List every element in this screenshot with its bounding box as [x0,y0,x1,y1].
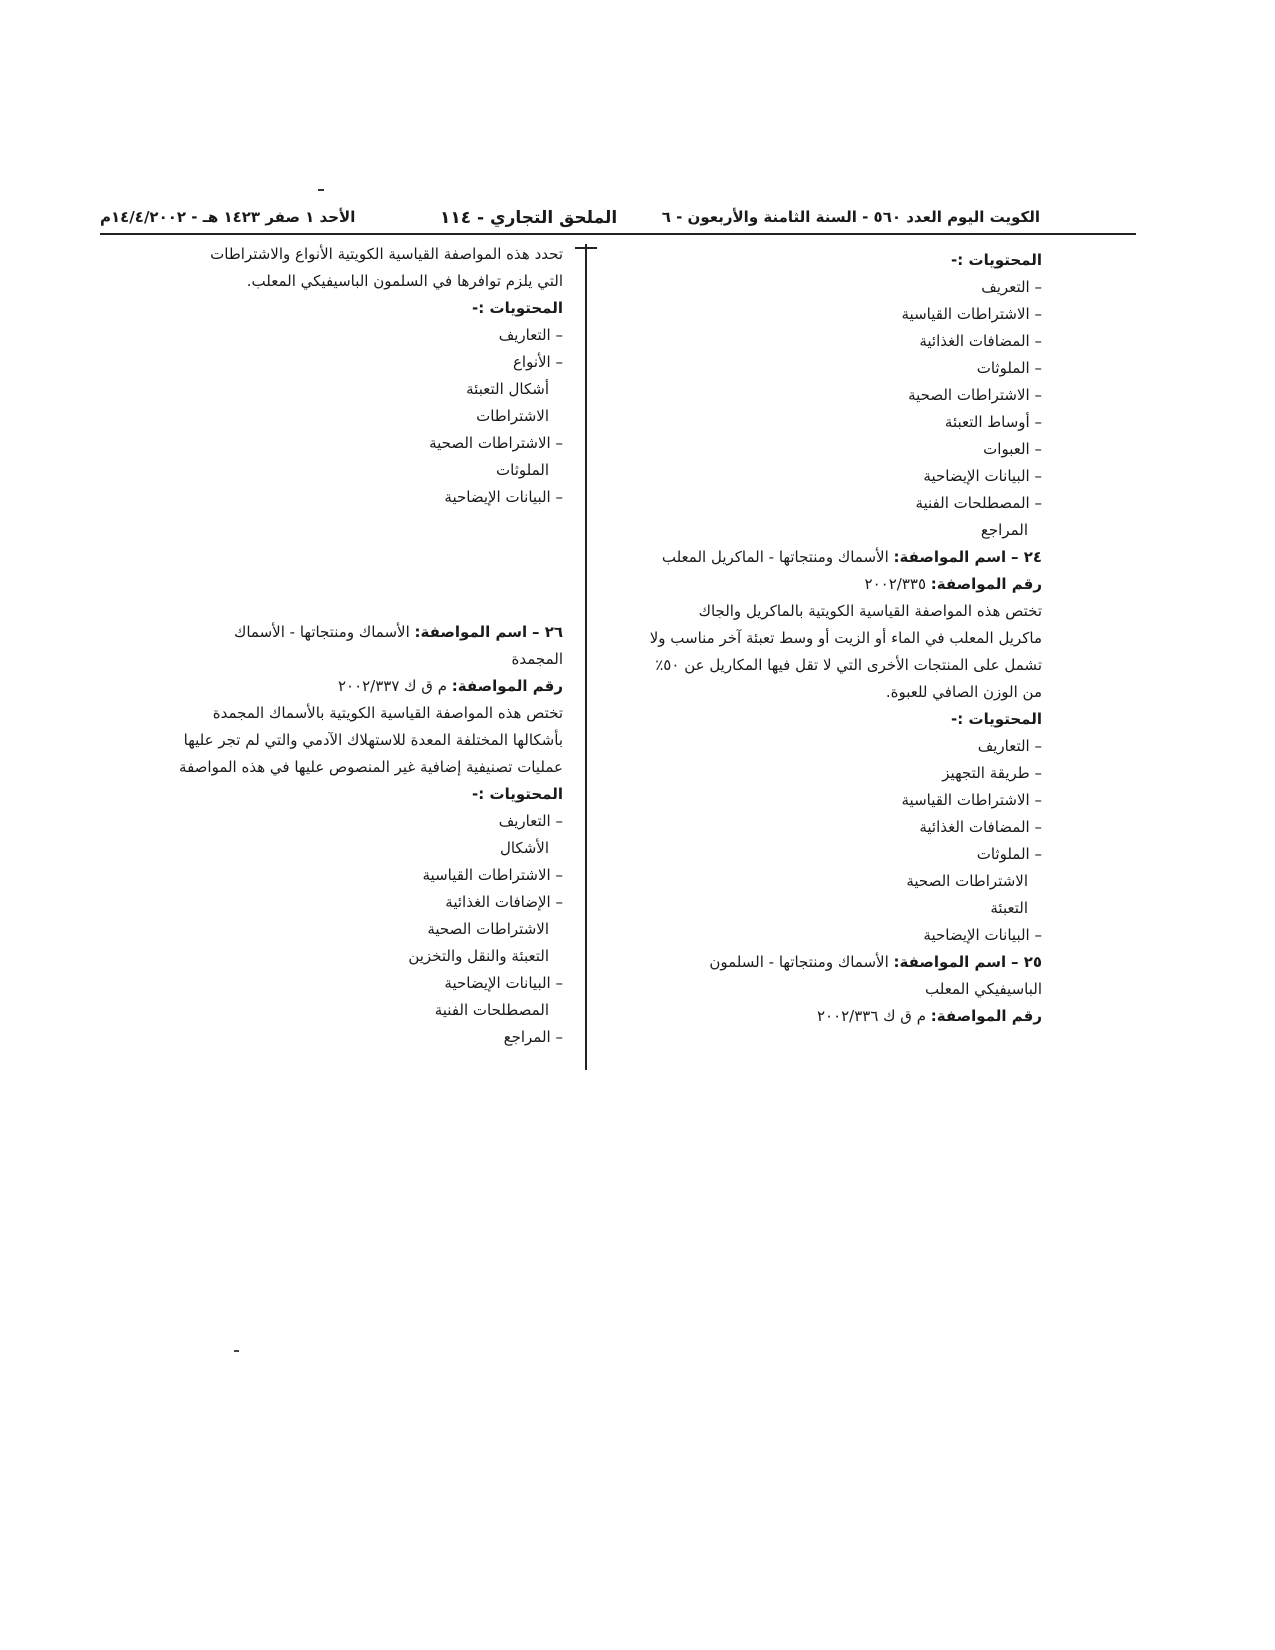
spec-number-line [582,1003,1042,1030]
paragraph-line: تختص هذه المواصفة القياسية الكويتية بالأسماك المجمدة [212,704,563,722]
list-item: – المضافات الغذائية [582,328,1042,355]
list-item: التعبئة [990,899,1028,917]
list-item: – العبوات [582,436,1042,463]
list-item: الأشكال [499,839,549,857]
paragraph-line: بأشكالها المختلفة المعدة للاستهلاك الآدمي والتي لم تجر عليها [183,731,563,749]
list-item: المصطلحات الفنية [434,1001,549,1019]
spec-title-label: اسم المواصفة: [893,548,1007,566]
spec-number-label: رقم المواصفة: [451,677,563,695]
spec-number-label: رقم المواصفة: [930,1007,1042,1025]
contents-heading: المحتويات :- [472,299,563,317]
list-item: – المصطلحات الفنية [582,490,1042,517]
spec-title-continued: المجمدة [511,650,563,668]
paragraph-line: تختص هذه المواصفة القياسية الكويتية بالماكريل والجاك [698,602,1042,620]
spec-title [582,949,1042,976]
list-item: – التعريف [582,274,1042,301]
list-item: – البيانات الإيضاحية [133,484,563,511]
list-item: – البيانات الإيضاحية [582,922,1042,949]
spec-number: ٢٥ – [1010,953,1042,971]
list-item: – أوساط التعبئة [582,409,1042,436]
scan-mark [318,189,324,191]
spec-number-value: م ق ك ٢٠٠٢/٣٣٧ [337,677,447,695]
contents-heading: المحتويات :- [951,251,1042,269]
list-item: الاشتراطات الصحية [906,872,1028,890]
spec-title-continued: الباسيفيكي المعلب [925,980,1042,998]
spec-number-value: ٢٠٠٢/٣٣٥ [864,575,926,593]
list-item: – الاشتراطات القياسية [133,862,563,889]
list-item: – الاشتراطات القياسية [582,787,1042,814]
header-date: الأحد ١ صفر ١٤٢٣ هـ - ١٤/٤/٢٠٠٢م [100,208,356,226]
list-item: – الملوثات [582,355,1042,382]
blank-line [133,592,563,619]
spec-number: ٢٦ – [531,623,563,641]
paragraph-line: تشمل على المنتجات الأخرى التي لا تقل فيها المكاريل عن ٥٠٪ [655,656,1042,674]
spec-title-text: الأسماك ومنتجاتها - الأسماك [233,623,410,641]
spec-title [582,544,1042,571]
header-rule [100,233,1136,235]
list-item: – المراجع [133,1024,563,1051]
list-item: – التعاريف [133,808,563,835]
spec-title-label: اسم المواصفة: [893,953,1007,971]
scan-mark [234,1350,239,1352]
list-item: الملوثات [496,461,549,479]
list-item: – الإضافات الغذائية [133,889,563,916]
list-item: – الملوثات [582,841,1042,868]
list-item: – البيانات الإيضاحية [582,463,1042,490]
list-item: – الاشتراطات الصحية [582,382,1042,409]
header-supplement: الملحق التجاري - ١١٤ [440,208,618,228]
spec-number: ٢٤ – [1010,548,1042,566]
paragraph-line: ماكريل المعلب في الماء أو الزيت أو وسط تعبئة آخر مناسب ولا [649,629,1042,647]
blank-line [133,565,563,592]
spec-title-label: اسم المواصفة: [414,623,528,641]
list-item: – المضافات الغذائية [582,814,1042,841]
list-item: – البيانات الإيضاحية [133,970,563,997]
blank-line [133,511,563,538]
header-issue: الكويت اليوم العدد ٥٦٠ - السنة الثامنة والأربعون - ٦ [661,208,1040,226]
blank-line [133,538,563,565]
list-item: – التعاريف [133,322,563,349]
list-item: الاشتراطات الصحية [427,920,549,938]
spec-title [133,619,563,646]
list-item: – الأنواع [133,349,563,376]
spec-number-label: رقم المواصفة: [930,575,1042,593]
paragraph-line: عمليات تصنيفية إضافية غير المنصوص عليها في هذه المواصفة [179,758,563,776]
spec-number-line [133,673,563,700]
list-item: التعبئة والنقل والتخزين [408,947,549,965]
right-column [582,247,1042,1030]
list-item: – طريقة التجهيز [582,760,1042,787]
list-item: الاشتراطات [476,407,549,425]
contents-heading: المحتويات :- [951,710,1042,728]
list-item: أشكال التعبئة [466,380,549,398]
spec-title-text: الأسماك ومنتجاتها - السلمون [709,953,889,971]
spec-title-text: الأسماك ومنتجاتها - الماكريل المعلب [661,548,889,566]
list-item: – التعاريف [582,733,1042,760]
paragraph-line: تحدد هذه المواصفة القياسية الكويتية الأنواع والاشتراطات [210,245,563,263]
spec-number-line [582,571,1042,598]
contents-heading: المحتويات :- [472,785,563,803]
spec-number-value: م ق ك ٢٠٠٢/٣٣٦ [816,1007,926,1025]
paragraph-line: من الوزن الصافي للعبوة. [885,683,1042,701]
list-item: المراجع [980,521,1028,539]
list-item: – الاشتراطات القياسية [582,301,1042,328]
list-item: – الاشتراطات الصحية [133,430,563,457]
left-column [133,241,563,1051]
paragraph-line: التي يلزم توافرها في السلمون الباسيفيكي المعلب. [246,272,563,290]
